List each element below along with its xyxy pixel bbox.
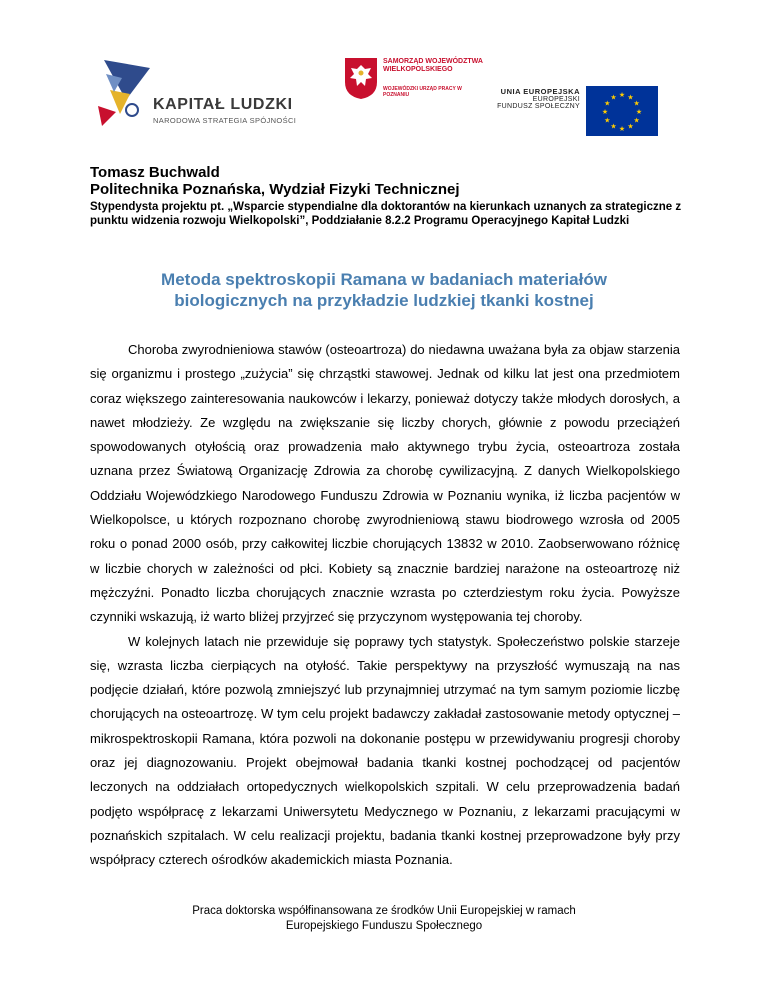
eu-line-3: FUNDUSZ SPOŁECZNY (497, 103, 580, 110)
kapital-ludzki-logo (96, 56, 326, 138)
footer-line-2: Europejskiego Funduszu Społecznego (285, 920, 483, 932)
eu-text (480, 87, 580, 110)
samorzad-logo (343, 54, 483, 144)
eu-line-2: EUROPEJSKI (532, 96, 580, 103)
svg-text:★: ★ (610, 93, 617, 102)
samorzad-subtitle: WOJEWÓDZKI URZĄD PRACY W POZNANIU (383, 86, 462, 98)
svg-text:★: ★ (610, 122, 617, 131)
kapital-ludzki-subtitle: NARODOWA STRATEGIA SPÓJNOŚCI (153, 116, 297, 125)
document-title: Metoda spektroskopii Ramana w badaniach materiałów biologicznych na przykładzie ludzkiej tkanki kostnej (161, 270, 607, 310)
logo-bar (0, 50, 768, 150)
author-name: Tomasz Buchwald (90, 164, 220, 181)
kapital-ludzki-emblem-icon (96, 60, 152, 136)
svg-text:★: ★ (627, 93, 634, 102)
body-text (90, 338, 680, 873)
footer (100, 904, 668, 934)
svg-text:★: ★ (633, 99, 640, 108)
svg-text:★: ★ (604, 116, 611, 125)
author-grant: Stypendysta projektu pt. „Wsparcie stypendialne dla doktorantów na kierunkach uznanych za strategiczne z punktu widzenia rozwoju Wielkopolski”, Poddziałanie 8.2.2 Programu Operacyjnego Kapitał Ludzki (90, 201, 682, 227)
svg-text:★: ★ (601, 108, 609, 116)
footer-line-1: Praca doktorska współfinansowana ze środków Unii Europejskiej w ramach (192, 905, 576, 917)
kapital-ludzki-title: KAPITAŁ LUDZKI (153, 96, 293, 113)
eu-flag-icon (586, 86, 658, 136)
svg-text:★: ★ (618, 91, 626, 99)
svg-text:★: ★ (627, 122, 634, 131)
samorzad-title: SAMORZĄD WOJEWÓDZTWA WIELKOPOLSKIEGO (383, 58, 483, 73)
author-block (90, 164, 690, 228)
svg-text:★: ★ (633, 116, 640, 125)
svg-text:★: ★ (635, 108, 643, 116)
paragraph: Choroba zwyrodnieniowa stawów (osteoartroza) do niedawna uważana była za objaw starzenia się organizmu i prostego „zużycia” się chrząstki stawowej. Jednak od kilku lat jest ona przedmiotem coraz większego zainteresowania naukowców i lekarzy, ponieważ dotyczy także młodych dorosłych, a nawet młodzieży. Ze względu na zwiększanie się liczby chorych, głównie z powodu przeciążeń spowodowanych otyłością oraz prowadzenia mało aktywnego trybu życia, osteoartroza została uznana przez Światową Organizację Zdrowia za chorobę cywilizacyjną. Z danych Wielkopolskiego Oddziału Wojewódzkiego Narodowego Funduszu Zdrowia w Poznaniu wynika, iż liczba pacjentów w Wielkopolsce, u których rozpoznano chorobę zwyrodnieniową stawu biodrowego wzrosła od 2005 roku o ponad 2000 osób, przy całkowitej liczbie chorujących 13832 w 2010. Zaobserwowano różnicę w liczbie chorych w zależności od płci. Kobiety są znacznie bardziej narażone na osteoartrozę niż mężczyźni. Ponadto liczba chorujących znacznie wzrasta po czterdziestym roku życia. Powyższe czynniki wskazują, iż warto bliżej przyjrzeć się przyczynom występowania tej choroby. (90, 342, 680, 625)
svg-text:★: ★ (604, 99, 611, 108)
svg-text:★: ★ (618, 125, 626, 133)
paragraph: W kolejnych latach nie przewiduje się poprawy tych statystyk. Społeczeństwo polskie starzeje się, wzrasta liczba cierpiących na otyłość. Takie perspektywy na przyszłość wymuszają na nas podjęcie działań, które pozwolą zmniejszyć lub przynajmniej utrzymać na tym samym poziomie liczbę chorujących na osteoartrozę. W tym celu projekt badawczy zakładał zastosowanie metody optycznej – mikrospektroskopii Ramana, która pozwoli na dokonanie postępu w przewidywaniu progresji choroby oraz jej diagnozowaniu. Projekt obejmował badania tkanki kostnej pochodzącej od pacjentów leczonych na oddziałach ortopedycznych wielkopolskich szpitali. W celu przeprowadzenia badań podjęto współpracę z lekarzami Uniwersytetu Medycznego w Poznaniu, z lekarzami pracującymi w poznańskich szpitalach. W celu realizacji projektu, badania tkanki kostnej przeprowadzone były przy współpracy czterech ośrodków akademickich miasta Poznania. (90, 633, 680, 868)
eu-line-1: UNIA EUROPEJSKA (500, 87, 580, 96)
eagle-shield-icon (343, 56, 379, 100)
author-affiliation: Politechnika Poznańska, Wydział Fizyki Technicznej (90, 181, 460, 198)
